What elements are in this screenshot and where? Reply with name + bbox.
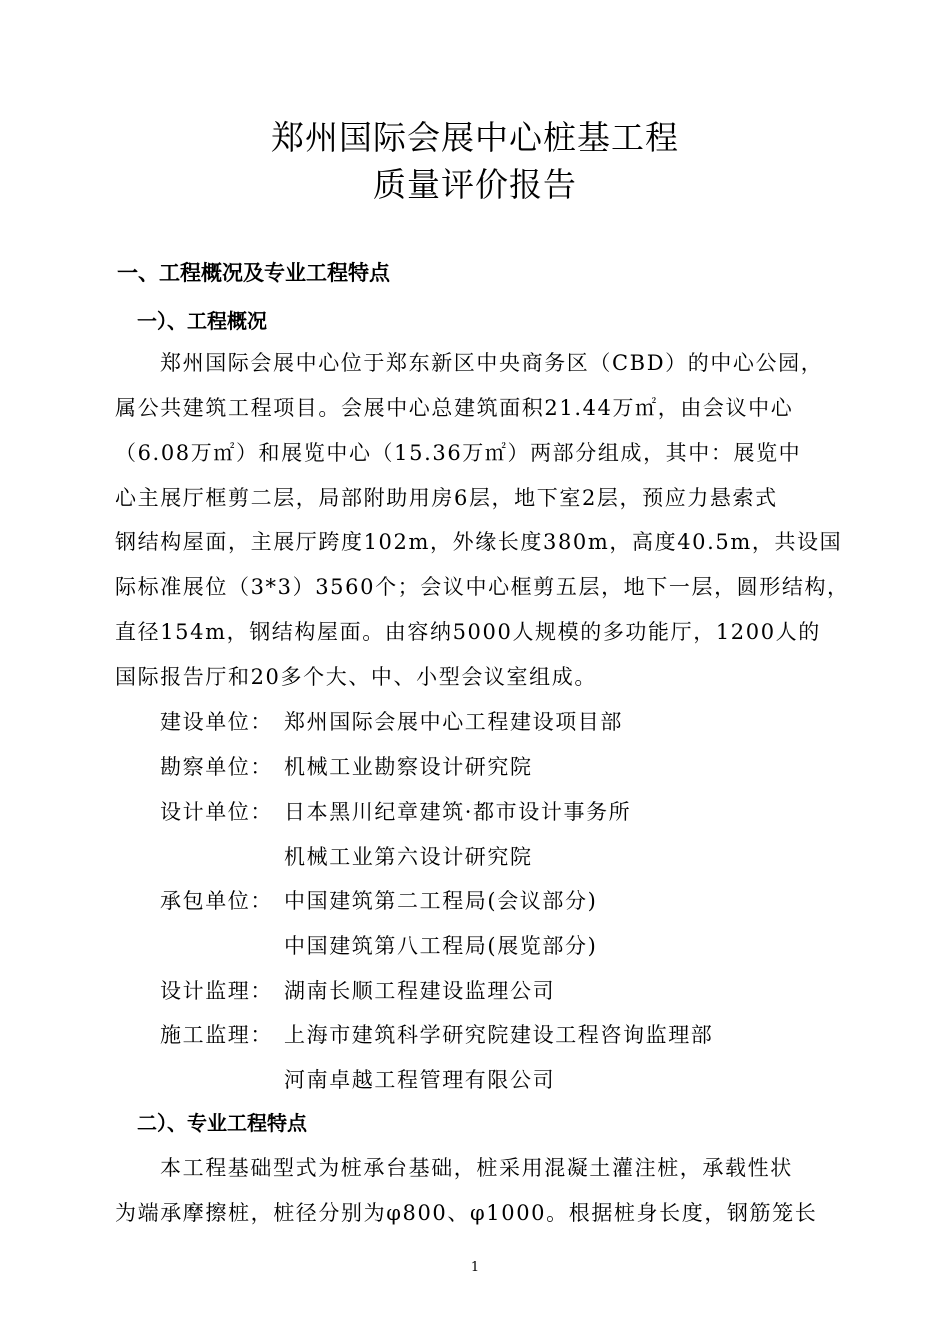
unit-value: 日本黑川纪章建筑·都市设计事务所 xyxy=(284,800,632,824)
subsection-heading-project-overview: 一）、工程概况 xyxy=(137,309,267,333)
unit-value-continued: 河南卓越工程管理有限公司 xyxy=(284,1068,556,1092)
paragraph-line: 为端承摩擦桩，桩径分别为φ800、φ1000。根据桩身长度，钢筋笼长 xyxy=(115,1201,818,1225)
unit-row-contractor xyxy=(160,886,598,916)
paragraph-line: 属公共建筑工程项目。会展中心总建筑面积21.44万㎡，由会议中心 xyxy=(115,396,794,420)
unit-row-survey xyxy=(160,752,533,782)
page-number: 1 xyxy=(470,1260,480,1275)
subsection-heading-engineering-features: 二）、专业工程特点 xyxy=(137,1111,307,1135)
paragraph-line: 际标准展位（3*3）3560个；会议中心框剪五层，地下一层，圆形结构， xyxy=(115,575,850,599)
unit-value: 湖南长顺工程建设监理公司 xyxy=(284,979,556,1003)
section-heading-overview: 一、工程概况及专业工程特点 xyxy=(117,261,390,285)
paragraph-line: 心主展厅框剪二层，局部附助用房6层，地下室2层，预应力悬索式 xyxy=(115,486,778,510)
unit-value: 机械工业勘察设计研究院 xyxy=(284,755,533,779)
unit-label: 施工监理： xyxy=(160,1023,273,1047)
unit-label: 勘察单位： xyxy=(160,755,273,779)
paragraph-line: 本工程基础型式为桩承台基础，桩采用混凝土灌注桩，承载性状 xyxy=(160,1156,793,1180)
unit-row-construction-supervision xyxy=(160,1020,714,1050)
unit-label: 设计单位： xyxy=(160,800,273,824)
unit-label: 承包单位： xyxy=(160,889,273,913)
unit-value-continued: 机械工业第六设计研究院 xyxy=(284,845,533,869)
document-title-line-1: 郑州国际会展中心桩基工程 xyxy=(271,118,679,157)
unit-label: 建设单位： xyxy=(160,710,273,734)
paragraph-line: （6.08万㎡）和展览中心（15.36万㎡）两部分组成，其中：展览中 xyxy=(115,441,802,465)
paragraph-line: 直径154m，钢结构屋面。由容纳5000人规模的多功能厅，1200人的 xyxy=(115,620,821,644)
unit-value-continued: 中国建筑第八工程局(展览部分) xyxy=(284,934,598,958)
unit-value: 上海市建筑科学研究院建设工程咨询监理部 xyxy=(284,1023,714,1047)
unit-value: 郑州国际会展中心工程建设项目部 xyxy=(284,710,623,734)
paragraph-line: 国际报告厅和20多个大、中、小型会议室组成。 xyxy=(115,665,597,689)
paragraph-line: 钢结构屋面，主展厅跨度102m，外缘长度380m，高度40.5m，共设国 xyxy=(115,530,843,554)
document-title-line-2: 质量评价报告 xyxy=(373,165,577,204)
unit-value: 中国建筑第二工程局(会议部分) xyxy=(284,889,598,913)
paragraph-line: 郑州国际会展中心位于郑东新区中央商务区（CBD）的中心公园， xyxy=(160,351,824,375)
unit-row-design-supervision xyxy=(160,976,556,1006)
unit-label: 设计监理： xyxy=(160,979,273,1003)
unit-row-construction xyxy=(160,707,623,737)
unit-row-design xyxy=(160,797,632,827)
